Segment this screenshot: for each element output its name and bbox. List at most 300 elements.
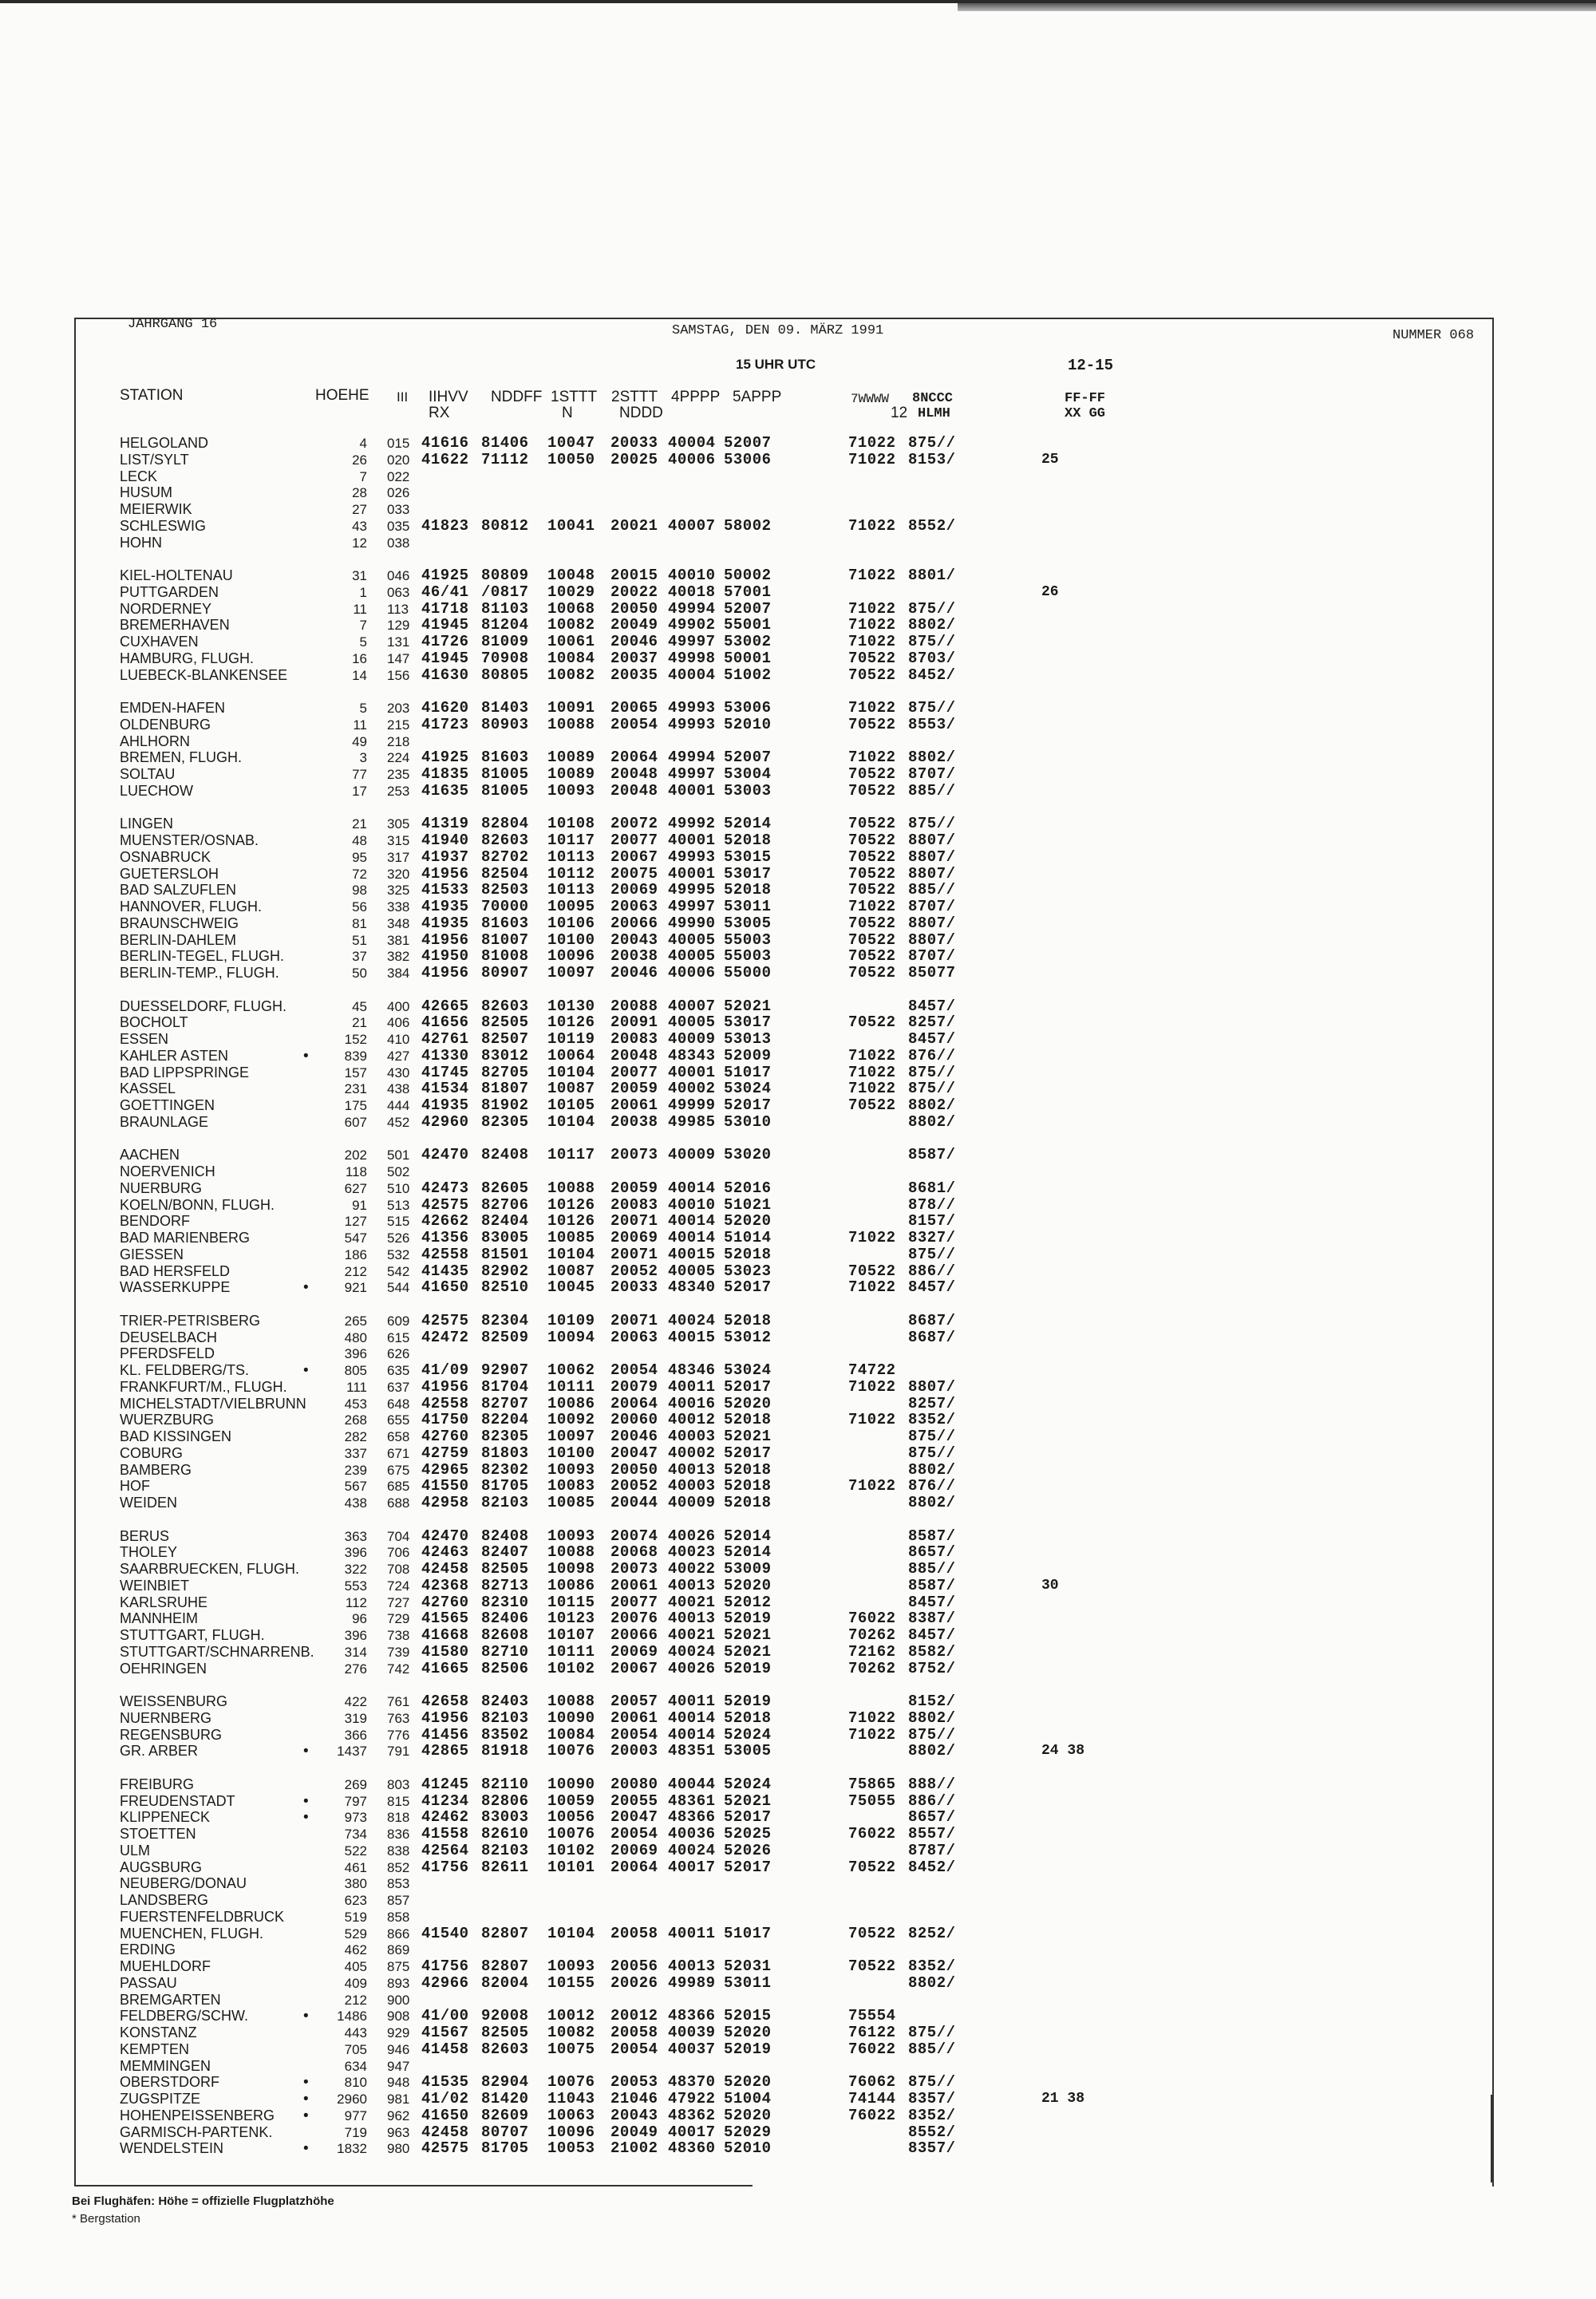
group-1: 41823 <box>421 516 469 535</box>
station-number: 962 <box>387 2107 410 2123</box>
station-number: 320 <box>387 866 410 882</box>
group-6: 52025 <box>724 1825 772 1843</box>
table-row <box>0 899 1596 915</box>
station-name: BERUS <box>120 1527 170 1544</box>
group-7: 70522 <box>848 1924 896 1942</box>
group-3: 10086 <box>547 1394 595 1412</box>
station-hoehe: 7 <box>359 618 367 634</box>
station-number: 384 <box>387 966 410 981</box>
group-3: 10111 <box>547 1642 595 1661</box>
station-name: LUEBECK-BLANKENSEE <box>120 666 288 683</box>
col-g8-sub: HLMH <box>918 406 950 421</box>
group-4: 20067 <box>610 847 658 866</box>
group-3: 10100 <box>547 930 595 949</box>
group-6: 51021 <box>724 1195 772 1214</box>
group-1: 41723 <box>421 715 469 733</box>
table-row <box>0 1776 1596 1793</box>
station-number: 853 <box>387 1876 410 1892</box>
group-6: 51014 <box>724 1229 772 1246</box>
group-5: 40001 <box>668 864 716 883</box>
group-5: 49999 <box>668 1096 716 1114</box>
group-1: 42470 <box>421 1527 469 1545</box>
group-7: 71022 <box>848 1411 896 1429</box>
station-hoehe: 212 <box>344 1992 367 2008</box>
group-2: 83502 <box>481 1725 529 1744</box>
group-4: 20061 <box>610 1708 658 1727</box>
station-name: OLDENBURG <box>120 716 211 733</box>
group-8: 8752/ <box>908 1659 956 1677</box>
group-3: 10098 <box>547 1560 595 1578</box>
group-8: 8787/ <box>908 1841 956 1859</box>
station-name: MUENCHEN, FLUGH. <box>120 1925 264 1942</box>
station-name: BERLIN-TEGEL, FLUGH. <box>120 948 285 965</box>
group-8: 8657/ <box>908 1808 956 1827</box>
group-3: 11043 <box>547 2090 595 2107</box>
group-7: 70522 <box>848 847 896 866</box>
station-number: 671 <box>387 1445 410 1461</box>
group-3: 10076 <box>547 1825 595 1843</box>
station-number: 046 <box>387 568 410 583</box>
group-1: 41558 <box>421 1825 469 1843</box>
side-note: 24 38 <box>1041 1743 1085 1760</box>
group-7: 70522 <box>848 930 896 949</box>
group-7: 70522 <box>848 1013 896 1032</box>
group-7: 70522 <box>848 832 896 849</box>
group-4: 20048 <box>610 781 658 800</box>
mountain-station-marker: • <box>303 2107 309 2124</box>
group-6: 52020 <box>724 1212 772 1230</box>
table-row <box>0 882 1596 899</box>
group-6: 52014 <box>724 1543 772 1562</box>
station-number: 542 <box>387 1263 410 1279</box>
station-hoehe: 1437 <box>337 1744 367 1760</box>
group-8: 8452/ <box>908 1858 956 1876</box>
station-name: FREIBURG <box>120 1776 195 1792</box>
group-7: 70522 <box>848 715 896 733</box>
group-7: 71022 <box>848 516 896 535</box>
group-6: 52018 <box>724 1708 772 1727</box>
group-4: 20069 <box>610 1841 658 1859</box>
group-3: 10062 <box>547 1361 595 1379</box>
station-number: 836 <box>387 1827 410 1842</box>
group-2: 82904 <box>481 2073 529 2092</box>
table-row <box>0 849 1596 866</box>
group-3: 10082 <box>547 616 595 634</box>
group-4: 20055 <box>610 1791 658 1810</box>
group-7: 70522 <box>848 1858 896 1876</box>
group-7: 72162 <box>848 1642 896 1661</box>
station-name: HOHN <box>120 534 162 551</box>
group-5: 49985 <box>668 1112 716 1131</box>
group-2: 81420 <box>481 2090 529 2107</box>
group-1: 46/41 <box>421 583 469 601</box>
station-hoehe: 5 <box>359 634 367 650</box>
station-name: PUTTGARDEN <box>120 583 219 600</box>
station-number: 655 <box>387 1412 410 1428</box>
group-6: 53023 <box>724 1262 772 1280</box>
group-1: 41925 <box>421 567 469 584</box>
table-row <box>0 435 1596 452</box>
group-7: 76022 <box>848 1610 896 1628</box>
table-row <box>0 1710 1596 1727</box>
table-row <box>0 866 1596 883</box>
group-3: 10119 <box>547 1030 595 1048</box>
group-4: 20077 <box>610 832 658 849</box>
group-5: 40021 <box>668 1626 716 1644</box>
group-5: 49902 <box>668 616 716 634</box>
group-8: 8802/ <box>908 1112 956 1131</box>
col-g3: 1STTT <box>551 389 598 405</box>
group-7: 71022 <box>848 1708 896 1727</box>
group-7: 71022 <box>848 633 896 650</box>
group-4: 20073 <box>610 1146 658 1164</box>
station-hoehe: 734 <box>344 1827 367 1842</box>
group-5: 49995 <box>668 881 716 899</box>
group-6: 52017 <box>724 1858 772 1876</box>
group-1: 41622 <box>421 450 469 468</box>
table-row <box>0 932 1596 949</box>
table-row <box>0 1892 1596 1909</box>
group-8: 8357/ <box>908 2139 956 2158</box>
group-6: 52018 <box>724 881 772 899</box>
station-number: 382 <box>387 949 410 965</box>
uhr-label: 15 UHR UTC <box>736 357 816 372</box>
station-number: 348 <box>387 915 410 931</box>
station-number: 791 <box>387 1744 410 1760</box>
group-5: 40011 <box>668 1924 716 1942</box>
col-hoehe: HOEHE <box>315 387 369 404</box>
table-row <box>0 1594 1596 1611</box>
group-6: 53005 <box>724 914 772 932</box>
station-hoehe: 157 <box>344 1065 367 1080</box>
group-3: 10112 <box>547 864 595 883</box>
col-side: FF-FF <box>1065 391 1106 406</box>
station-hoehe: 212 <box>344 1263 367 1279</box>
group-8: 885// <box>908 1560 956 1578</box>
table-row <box>0 749 1596 766</box>
station-name: BAD HERSFELD <box>120 1262 231 1279</box>
group-8: 876// <box>908 1477 956 1495</box>
station-name: WASSERKUPPE <box>120 1279 231 1296</box>
station-hoehe: 16 <box>352 650 367 666</box>
group-4: 20037 <box>610 649 658 667</box>
group-5: 49998 <box>668 649 716 667</box>
group-5: 40005 <box>668 947 716 966</box>
group-4: 20052 <box>610 1477 658 1495</box>
station-number: 893 <box>387 1975 410 1991</box>
station-name: WEISSENBURG <box>120 1693 228 1709</box>
station-number: 215 <box>387 717 410 733</box>
mountain-station-marker: • <box>303 1743 309 1760</box>
mountain-station-marker: • <box>303 2008 309 2025</box>
group-3: 10117 <box>547 832 595 849</box>
table-row <box>0 1080 1596 1097</box>
group-6: 52019 <box>724 1610 772 1628</box>
station-number: 526 <box>387 1230 410 1246</box>
station-name: HAMBURG, FLUGH. <box>120 650 255 666</box>
group-7: 71022 <box>848 1063 896 1081</box>
station-name: HOHENPEISSENBERG <box>120 2107 275 2123</box>
group-2: 81501 <box>481 1245 529 1263</box>
group-8: 8802/ <box>908 1494 956 1511</box>
group-4: 20003 <box>610 1742 658 1760</box>
mountain-station-marker: • <box>303 2140 309 2158</box>
group-4: 20058 <box>610 2024 658 2041</box>
scan-top-shadow <box>958 3 1596 11</box>
group-8: 875// <box>908 1725 956 1744</box>
group-4: 20047 <box>610 1808 658 1827</box>
station-number: 317 <box>387 849 410 865</box>
group-4: 20033 <box>610 434 658 452</box>
group-8: 886// <box>908 1262 956 1280</box>
station-hoehe: 26 <box>352 452 367 468</box>
group-5: 40037 <box>668 2040 716 2058</box>
station-hoehe: 1486 <box>337 2009 367 2024</box>
group-4: 20073 <box>610 1560 658 1578</box>
group-5: 48366 <box>668 2007 716 2025</box>
group-3: 10102 <box>547 1659 595 1677</box>
group-7: 76022 <box>848 2106 896 2124</box>
station-name: BAD LIPPSPRINGE <box>120 1064 250 1080</box>
group-4: 20038 <box>610 1112 658 1131</box>
col-g7: 7WWWW <box>851 392 890 406</box>
group-6: 52009 <box>724 1046 772 1065</box>
group-7: 71022 <box>848 616 896 634</box>
group-3: 10086 <box>547 1576 595 1594</box>
group-6: 52017 <box>724 1808 772 1827</box>
table-row <box>0 1975 1596 1992</box>
group-2: 82505 <box>481 2024 529 2041</box>
group-2: 81005 <box>481 781 529 800</box>
station-number: 858 <box>387 1909 410 1925</box>
group-1: 41/00 <box>421 2007 469 2025</box>
group-4: 20072 <box>610 815 658 833</box>
group-1: 42665 <box>421 997 469 1015</box>
table-row <box>0 2074 1596 2091</box>
group-2: 81008 <box>481 947 529 966</box>
table-row <box>0 2124 1596 2141</box>
group-3: 10097 <box>547 964 595 982</box>
group-1: 41956 <box>421 864 469 883</box>
group-4: 20071 <box>610 1311 658 1329</box>
station-number: 729 <box>387 1611 410 1627</box>
group-8: 8687/ <box>908 1311 956 1329</box>
station-hoehe: 567 <box>344 1479 367 1495</box>
group-1: 41668 <box>421 1626 469 1644</box>
group-1: 41458 <box>421 2040 469 2058</box>
station-number: 022 <box>387 468 410 484</box>
group-6: 53009 <box>724 1560 772 1578</box>
group-3: 10089 <box>547 749 595 767</box>
group-8: 8352/ <box>908 1957 956 1975</box>
group-1: 42458 <box>421 2123 469 2141</box>
col-g6: 5APPP <box>733 389 782 405</box>
group-1: 42564 <box>421 1841 469 1859</box>
group-1: 42558 <box>421 1394 469 1412</box>
station-number: 501 <box>387 1148 410 1163</box>
group-7: 70262 <box>848 1626 896 1644</box>
station-number: 763 <box>387 1710 410 1726</box>
table-row <box>0 1743 1596 1760</box>
group-3: 10088 <box>547 715 595 733</box>
station-name: THOLEY <box>120 1544 178 1561</box>
group-5: 40002 <box>668 1080 716 1098</box>
station-number: 113 <box>387 601 409 617</box>
station-number: 648 <box>387 1396 410 1412</box>
station-number: 452 <box>387 1114 410 1130</box>
table-row <box>0 1313 1596 1329</box>
group-4: 20015 <box>610 567 658 584</box>
station-name: LIST/SYLT <box>120 451 189 468</box>
group-1: 41330 <box>421 1046 469 1065</box>
group-1: 41726 <box>421 633 469 650</box>
group-3: 10082 <box>547 666 595 684</box>
group-4: 20012 <box>610 2007 658 2025</box>
table-row <box>0 1859 1596 1876</box>
group-1: 42965 <box>421 1460 469 1479</box>
station-number: 203 <box>387 701 410 716</box>
station-number: 685 <box>387 1479 410 1495</box>
station-number: 063 <box>387 584 410 600</box>
group-5: 40004 <box>668 666 716 684</box>
group-4: 20046 <box>610 633 658 650</box>
station-name: SAARBRUECKEN, FLUGH. <box>120 1561 300 1577</box>
group-2: 80903 <box>481 715 529 733</box>
group-5: 40009 <box>668 1030 716 1048</box>
table-row <box>0 2041 1596 2058</box>
group-2: 82204 <box>481 1411 529 1429</box>
group-7: 71022 <box>848 599 896 618</box>
group-2: 82603 <box>481 832 529 849</box>
station-name: KARLSRUHE <box>120 1594 208 1610</box>
table-row <box>0 1992 1596 2009</box>
group-4: 20071 <box>610 1212 658 1230</box>
group-4: 20069 <box>610 881 658 899</box>
table-row <box>0 1661 1596 1677</box>
station-name: TRIER-PETRISBERG <box>120 1312 261 1329</box>
group-2: 80707 <box>481 2123 529 2141</box>
group-4: 20053 <box>610 2073 658 2092</box>
station-hoehe: 396 <box>344 1346 367 1362</box>
group-1: 41956 <box>421 1377 469 1396</box>
station-hoehe: 805 <box>344 1363 367 1378</box>
group-4: 20080 <box>610 1775 658 1793</box>
group-8: 8152/ <box>908 1693 956 1710</box>
group-6: 52029 <box>724 2123 772 2141</box>
station-number: 218 <box>387 733 410 749</box>
group-5: 40026 <box>668 1659 716 1677</box>
group-3: 10063 <box>547 2106 595 2124</box>
group-1: 42761 <box>421 1030 469 1048</box>
side-note: 25 <box>1041 451 1059 468</box>
group-2: 82305 <box>481 1112 529 1131</box>
table-row <box>0 1014 1596 1031</box>
table-row <box>0 1180 1596 1197</box>
mountain-station-marker: • <box>303 1279 309 1297</box>
station-hoehe: 1832 <box>337 2141 367 2157</box>
group-2: 82506 <box>481 1659 529 1677</box>
station-name: MEMMINGEN <box>120 2057 211 2074</box>
group-2: 82705 <box>481 1063 529 1081</box>
table-row <box>0 1578 1596 1594</box>
table-row <box>0 717 1596 733</box>
group-5: 40009 <box>668 1494 716 1511</box>
group-3: 10097 <box>547 1428 595 1445</box>
table-row <box>0 783 1596 800</box>
group-5: 40039 <box>668 2024 716 2041</box>
group-6: 52014 <box>724 815 772 833</box>
station-name: BOCHOLT <box>120 1014 188 1031</box>
station-name: GR. ARBER <box>120 1743 199 1760</box>
table-row <box>0 1909 1596 1926</box>
group-3: 10056 <box>547 1808 595 1827</box>
group-5: 40016 <box>668 1394 716 1412</box>
table-row <box>0 567 1596 584</box>
group-1: 41935 <box>421 914 469 932</box>
group-5: 40014 <box>668 1179 716 1197</box>
group-4: 20066 <box>610 1626 658 1644</box>
group-7: 75865 <box>848 1775 896 1793</box>
station-name: MUEHLDORF <box>120 1958 211 1974</box>
group-2: 81603 <box>481 914 529 932</box>
group-6: 52031 <box>724 1957 772 1975</box>
group-1: 42759 <box>421 1444 469 1462</box>
group-1: 41/02 <box>421 2090 469 2107</box>
group-3: 10093 <box>547 1957 595 1975</box>
group-2: 80805 <box>481 666 529 684</box>
group-3: 10155 <box>547 1973 595 1992</box>
group-5: 48351 <box>668 1742 716 1760</box>
group-7: 70522 <box>848 1262 896 1280</box>
station-hoehe: 319 <box>344 1710 367 1726</box>
group-4: 20060 <box>610 1411 658 1429</box>
station-hoehe: 396 <box>344 1628 367 1643</box>
group-8: 8357/ <box>908 2090 956 2107</box>
group-4: 20052 <box>610 1262 658 1280</box>
group-5: 40013 <box>668 1957 716 1975</box>
group-8: 8802/ <box>908 1096 956 1114</box>
station-name: KASSEL <box>120 1080 176 1097</box>
table-row <box>0 1561 1596 1578</box>
group-5: 48361 <box>668 1791 716 1810</box>
station-number: 015 <box>387 436 410 451</box>
group-4: 20035 <box>610 666 658 684</box>
group-3: 10106 <box>547 914 595 932</box>
station-hoehe: 72 <box>352 866 367 882</box>
group-3: 10053 <box>547 2139 595 2158</box>
group-5: 40013 <box>668 1460 716 1479</box>
group-2: 83012 <box>481 1046 529 1065</box>
group-6: 55003 <box>724 930 772 949</box>
group-5: 40013 <box>668 1610 716 1628</box>
group-2: 81406 <box>481 434 529 452</box>
station-hoehe: 175 <box>344 1098 367 1113</box>
group-3: 10068 <box>547 599 595 618</box>
station-hoehe: 438 <box>344 1495 367 1511</box>
table-row <box>0 1926 1596 1942</box>
group-7: 70522 <box>848 781 896 800</box>
station-name: HELGOLAND <box>120 435 209 451</box>
station-name: PFERDSFELD <box>120 1345 215 1362</box>
group-1: 41756 <box>421 1858 469 1876</box>
station-number: 444 <box>387 1098 410 1113</box>
group-8: 85077 <box>908 964 956 982</box>
group-1: 41935 <box>421 898 469 915</box>
group-6: 52017 <box>724 1096 772 1114</box>
table-row <box>0 667 1596 684</box>
station-hoehe: 28 <box>352 485 367 501</box>
station-name: ZUGSPITZE <box>120 2091 201 2107</box>
